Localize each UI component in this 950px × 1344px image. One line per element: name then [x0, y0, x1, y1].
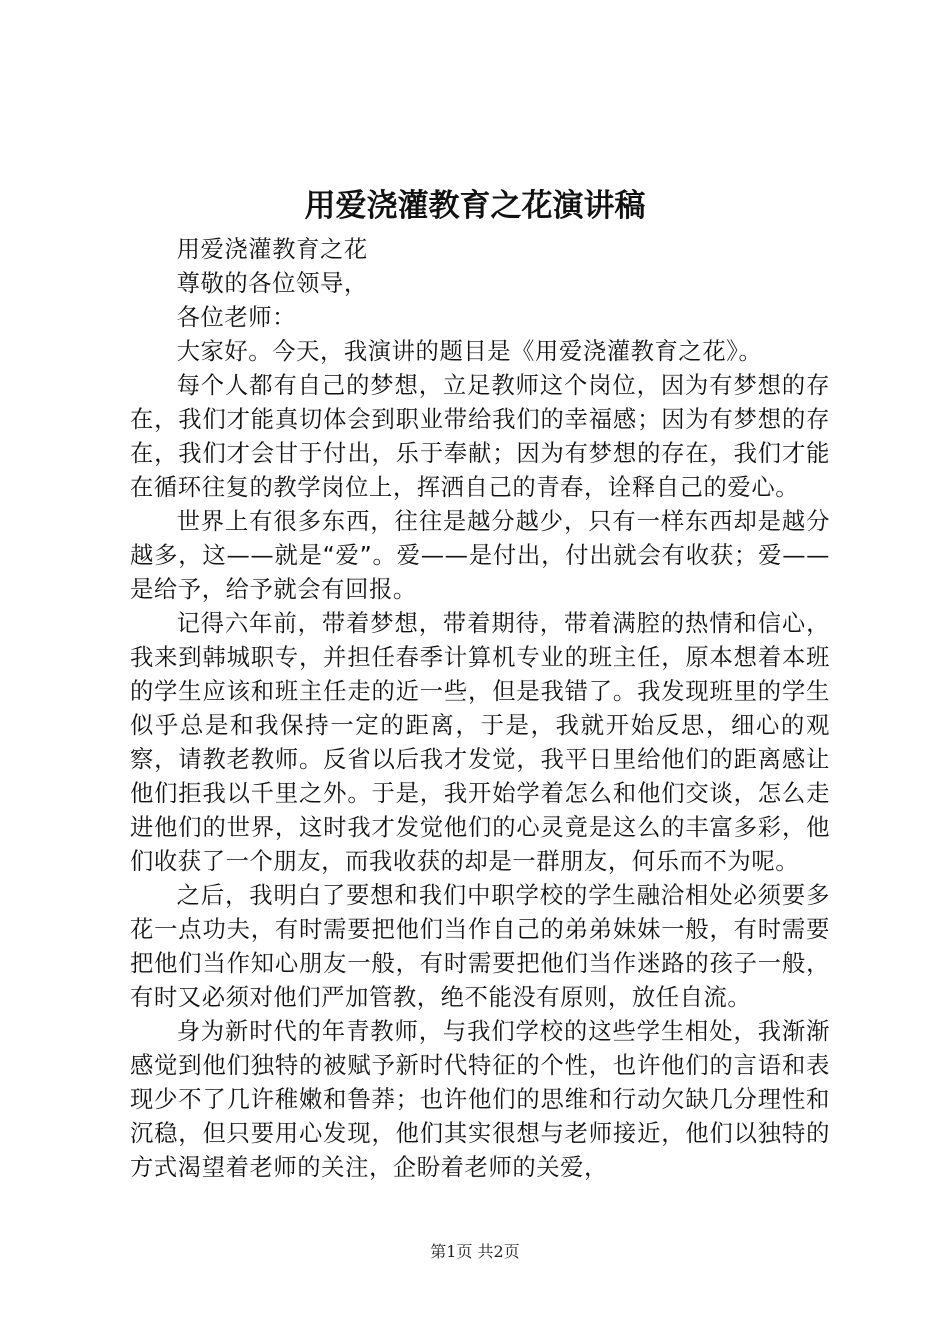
- body-paragraph: 之后，我明白了要想和我们中职学校的学生融洽相处必须要多花一点功夫，有时需要把他们当作自己的弟弟妹妹一般，有时需要把他们当作知心朋友一般，有时需要把他们当作迷路的孩子一般，有时又必须对他们严加管教，绝不能没有原则，放任自流。: [130, 882, 830, 1011]
- salutation-teachers: 各位老师：: [176, 304, 297, 331]
- speech-heading: 用爱浇灌教育之花: [176, 236, 368, 263]
- body-paragraph: 世界上有很多东西，往往是越分越少，只有一样东西却是越分越多，这——就是“爱”。爱——是付出，付出就会有收获；爱——是给予，给予就会有回报。: [130, 508, 830, 603]
- body-paragraph: 每个人都有自己的梦想，立足教师这个岗位，因为有梦想的存在，我们才能真切体会到职业带给我们的幸福感；因为有梦想的存在，我们才会甘于付出，乐于奉献；因为有梦想的存在，我们才能在循环往复的教学岗位上，挥洒自己的青春，诠释自己的爱心。: [130, 372, 830, 501]
- document-title: 用爱浇灌教育之花演讲稿: [304, 188, 646, 224]
- salutation-leaders: 尊敬的各位领导，: [176, 270, 368, 297]
- page-number-footer: 第1页 共2页: [430, 1242, 520, 1261]
- document-body: [130, 233, 830, 1185]
- body-paragraph: 身为新时代的年青教师，与我们学校的这些学生相处，我渐渐感觉到他们独特的被赋予新时代特征的个性，也许他们的言语和表现少不了几许稚嫩和鲁莽；也许他们的思维和行动欠缺几分理性和沉稳，但只要用心发现，他们其实很想与老师接近，他们以独特的方式渴望着老师的关注，企盼着老师的关爱，: [130, 1018, 830, 1181]
- greeting-paragraph: 大家好。今天，我演讲的题目是《用爱浇灌教育之花》。: [176, 338, 763, 365]
- body-paragraph: 记得六年前，带着梦想，带着期待，带着满腔的热情和信心，我来到韩城职专，并担任春季计算机专业的班主任，原本想着本班的学生应该和班主任走的近一些，但是我错了。我发现班里的学生似乎总是和我保持一定的距离，于是，我就开始反思，细心的观察，请教老教师。反省以后我才发觉，我平日里给他们的距离感让他们拒我以千里之外。于是，我开始学着怎么和他们交谈，怎么走进他们的世界，这时我才发觉他们的心灵竟是这么的丰富多彩，他们收获了一个朋友，而我收获的却是一群朋友，何乐而不为呢。: [130, 610, 830, 875]
